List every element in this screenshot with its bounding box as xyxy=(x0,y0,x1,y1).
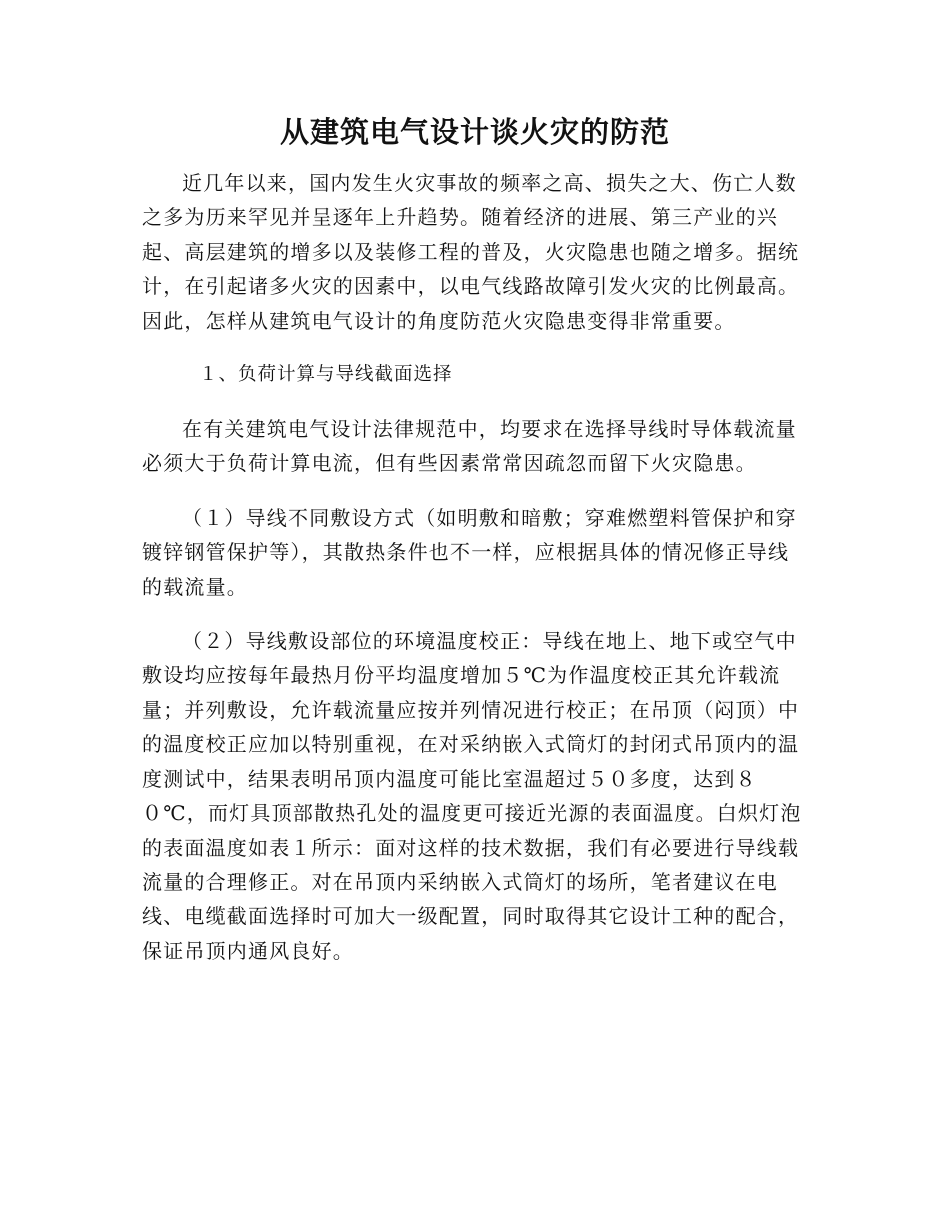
document-body xyxy=(142,166,808,968)
section-heading-load-calculation: １、负荷计算与导线截面选择 xyxy=(199,364,453,386)
page-title: 从建筑电气设计谈火灾的防范 xyxy=(279,115,670,149)
item2-paragraph: （２）导线敷设部位的环境温度校正：导线在地上、地下或空气中敷设均应按每年最热月份平均温度增加５℃为作温度校正其允许载流量；并列敷设，允许载流量应按并列情况进行校正；在吊顶（闷顶）中的温度校正应加以特别重视，在对采纳嵌入式筒灯的封闭式吊顶内的温度测试中，结果表明吊顶内温度可能比室温超过５０多度，达到８０℃，而灯具顶部散热孔处的温度更可接近光源的表面温度。白炽灯泡的表面温度如表１所示：面对这样的技术数据，我们有必要进行导线载流量的合理修正。对在吊顶内采纳嵌入式筒灯的场所，笔者建议在电线、电缆截面选择时可加大一级配置，同时取得其它设计工种的配合，保证吊顶内通风良好。 xyxy=(142,629,802,963)
item1-paragraph: （１）导线不同敷设方式（如明敷和暗敷；穿难燃塑料管保护和穿镀锌钢管保护等），其散热条件也不一样，应根据具体的情况修正导线的载流量。 xyxy=(142,505,797,599)
section1-intro-paragraph: 在有关建筑电气设计法律规范中，均要求在选择导线时导体载流量必须大于负荷计算电流，但有些因素常常因疏忽而留下火灾隐患。 xyxy=(142,417,797,476)
intro-paragraph: 近几年以来，国内发生火灾事故的频率之高、损失之大、伤亡人数之多为历来罕见并呈逐年上升趋势。随着经济的进展、第三产业的兴起、高层建筑的增多以及装修工程的普及，火灾隐患也随之增多。据统计，在引起诸多火灾的因素中，以电气线路故障引发火灾的比例最高。因此，怎样从建筑电气设计的角度防范火灾隐患变得非常重要。 xyxy=(142,171,800,333)
